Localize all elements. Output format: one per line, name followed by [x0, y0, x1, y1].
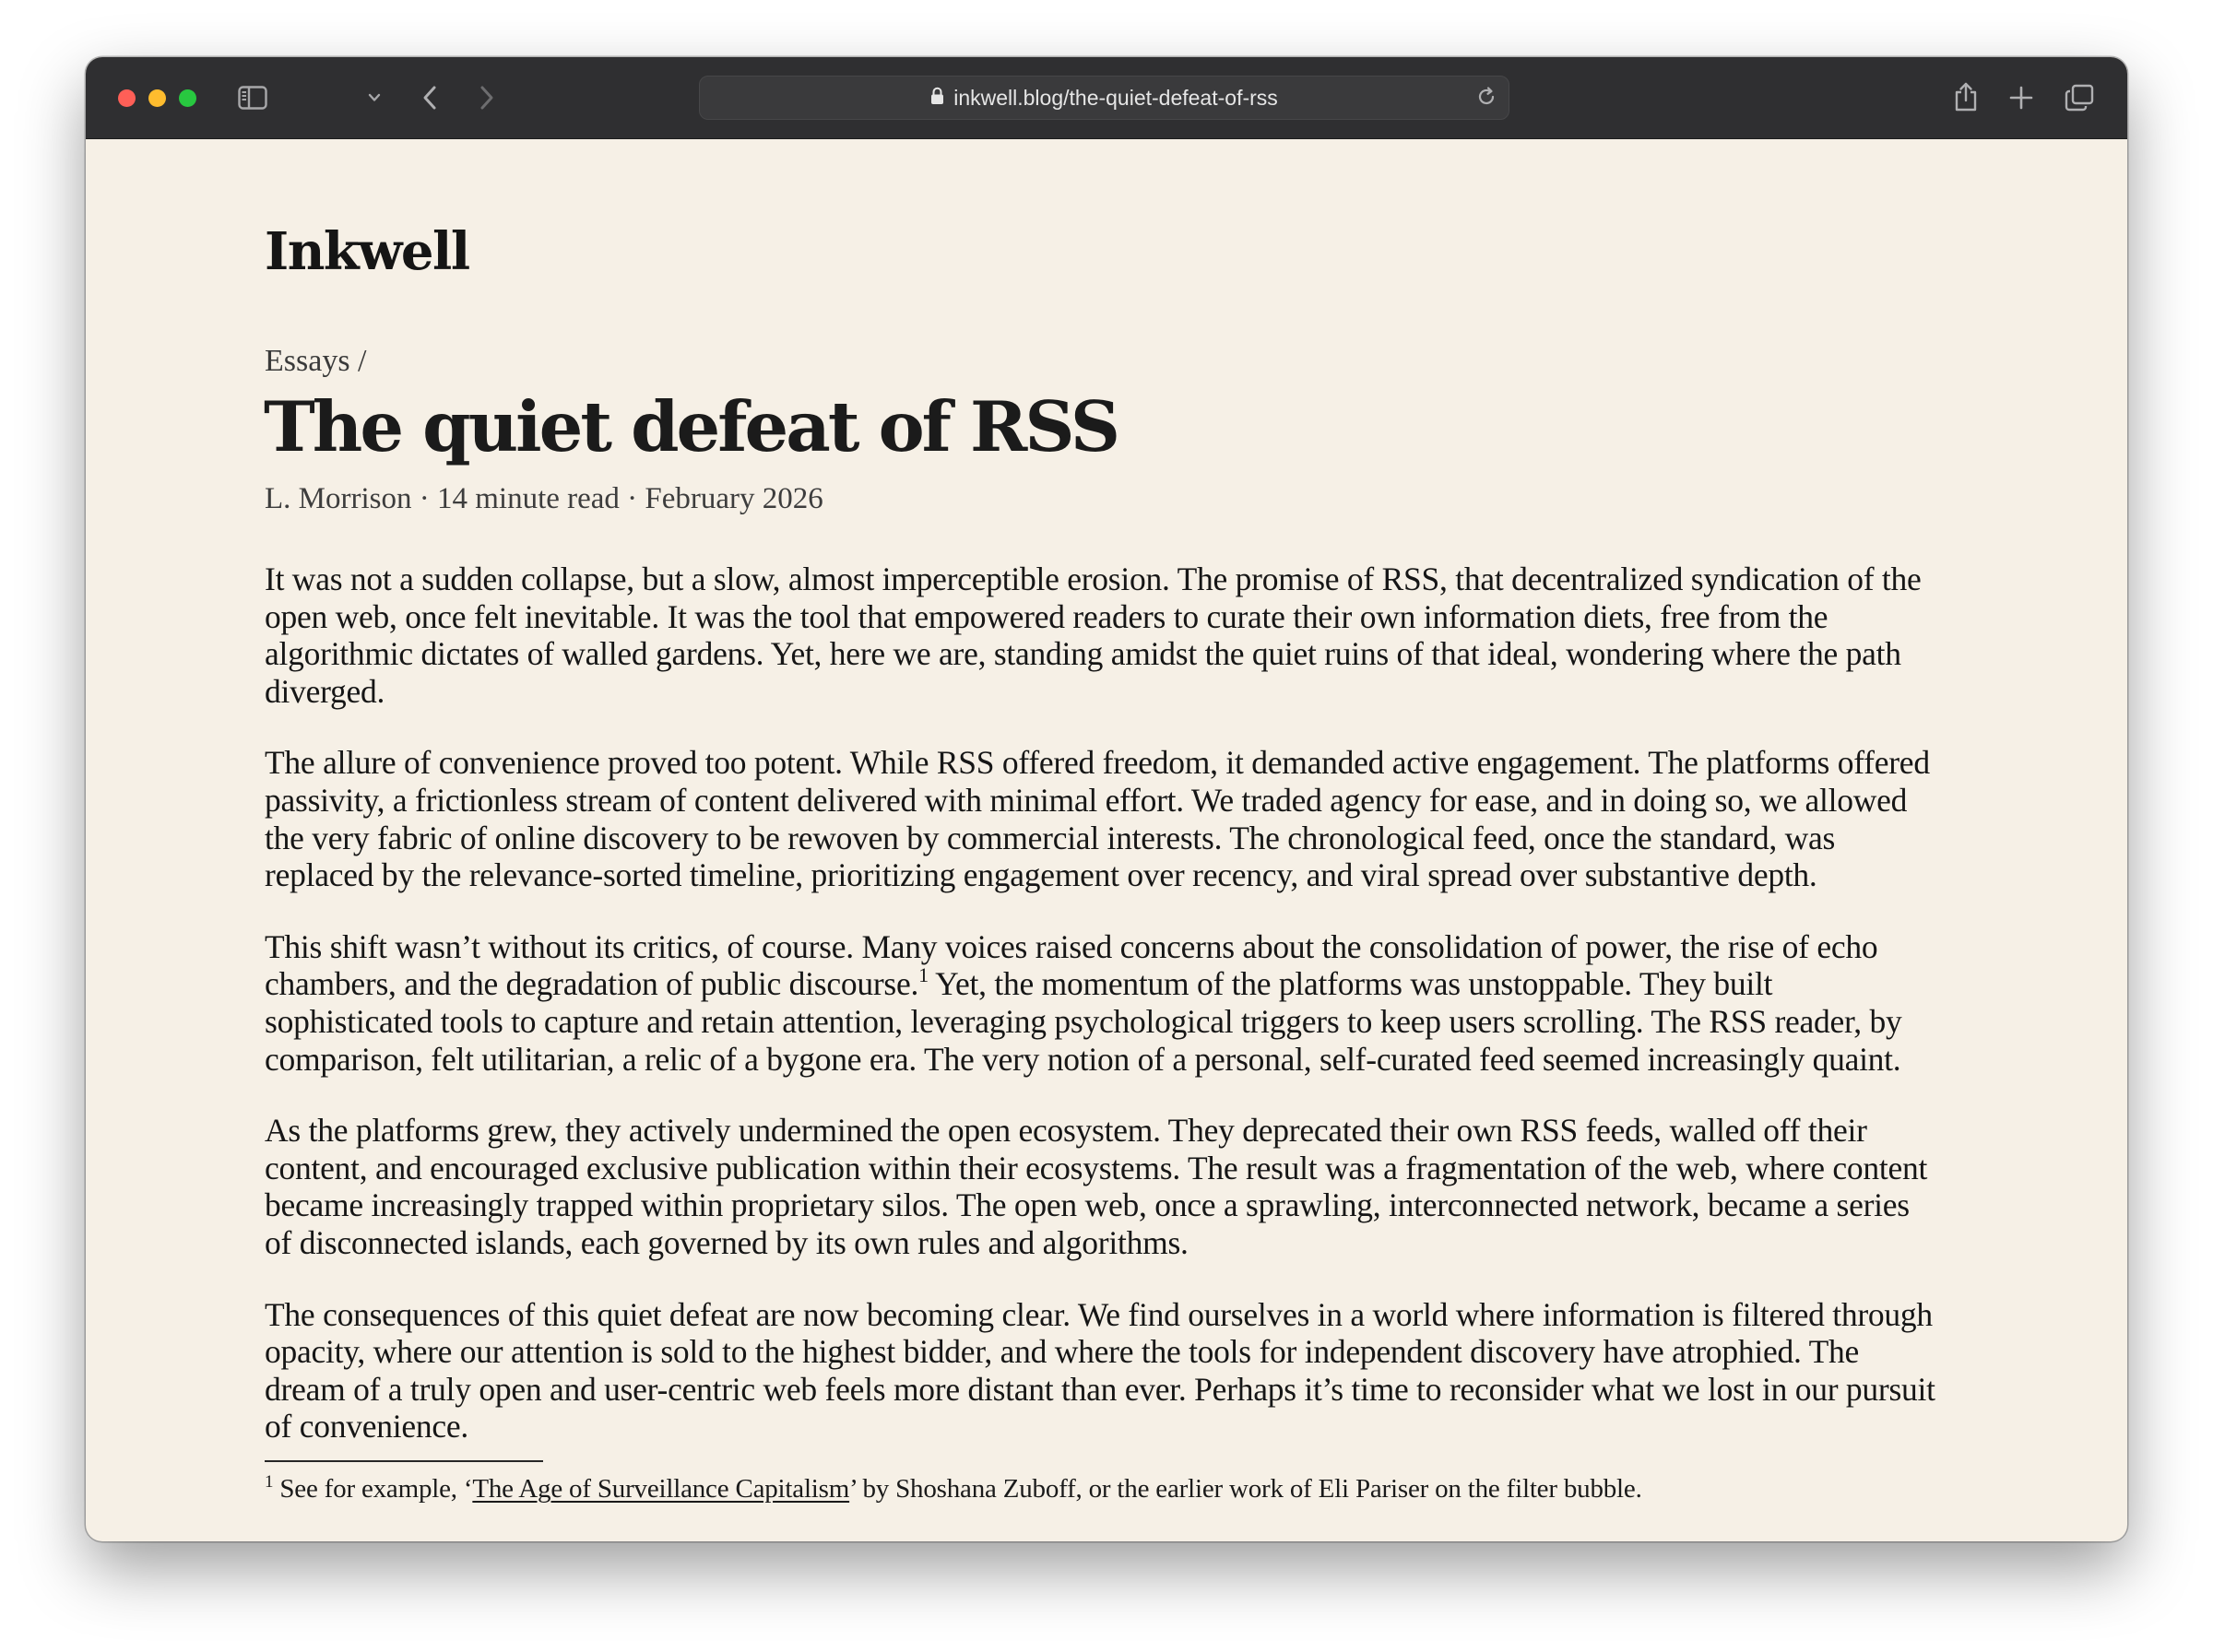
- article-paragraph: As the platforms grew, they actively undermined the open ecosystem. They deprecated their own RSS feeds, walled off their content, and encouraged exclusive publication within their ecosystems. The result was a fragmentation of the web, where content became increasingly trapped within proprietary silos. The open web, once a sprawling, interconnected network, became a series of disconnected islands, each governed by its own rules and algorithms.: [265, 1112, 1928, 1261]
- page-content: [86, 139, 2127, 1541]
- footnote-text: ’ by Shoshana Zuboff, or the earlier work of Eli Pariser on the filter bubble.: [849, 1474, 1642, 1504]
- footnote-divider: [265, 1460, 543, 1462]
- article-byline: L. Morrison · 14 minute read · February 2026: [265, 482, 823, 515]
- paragraph-text: Yet, the momentum of the platforms was unstoppable. They built sophisticated tools to capture and retain attention, leveraging psychological triggers to keep users scrolling. The RSS reader, by comparison, felt utilitarian, a relic of a bygone era. The very notion of a personal, self-curated feed seemed increasingly quaint.: [265, 965, 1902, 1078]
- share-icon[interactable]: [1952, 80, 1980, 113]
- lock-icon: [930, 86, 944, 111]
- plus-icon[interactable]: [2008, 85, 2034, 111]
- breadcrumb[interactable]: Essays /: [265, 344, 367, 378]
- article-title: The quiet defeat of RSS: [264, 386, 1118, 467]
- browser-toolbar: [86, 57, 2127, 139]
- chevron-left-icon: [422, 85, 439, 111]
- close-window-button[interactable]: [118, 89, 136, 107]
- article-paragraph: [265, 928, 1941, 1078]
- reload-icon[interactable]: [1475, 86, 1497, 112]
- forward-button[interactable]: [473, 83, 499, 112]
- minimize-window-button[interactable]: [148, 89, 166, 107]
- article-body: [265, 560, 1941, 1480]
- article-paragraph: The consequences of this quiet defeat are now becoming clear. We find ourselves in a world where information is filtered through opacity, where our attention is sold to the highest bidder, and where the tools for independent discovery have atrophied. The dream of a truly open and user-centric web feels more distant than ever. Perhaps it’s time to reconsider what we lost in our pursuit of convenience.: [265, 1295, 1935, 1446]
- chevron-down-icon[interactable]: [367, 90, 382, 105]
- footnote-reference[interactable]: 1: [918, 963, 929, 987]
- address-bar[interactable]: [699, 76, 1509, 120]
- chevron-right-icon: [478, 85, 494, 111]
- footnote: [265, 1472, 1642, 1505]
- tab-overview-icon[interactable]: [2064, 83, 2095, 112]
- paragraph-text: This shift wasn’t without its critics, of course. Many voices raised concerns about the consolidation of power, the rise of echo chambers, and the degradation of public discourse.: [265, 927, 1878, 1003]
- footnote-number: 1: [265, 1472, 274, 1492]
- article-paragraph: It was not a sudden collapse, but a slow, almost imperceptible erosion. The promise of RSS, that decentralized syndication of the open web, once felt inevitable. It was the tool that empowered readers to curate their own information diets, free from the algorithmic dictates of walled gardens. Yet, here we are, standing amidst the quiet ruins of that ideal, wondering where the path diverged.: [265, 560, 1922, 710]
- browser-window: [86, 57, 2127, 1541]
- footnote-text: See for example, ‘: [273, 1474, 473, 1504]
- zoom-window-button[interactable]: [179, 89, 196, 107]
- url-text: inkwell.blog/the-quiet-defeat-of-rss: [953, 85, 1278, 110]
- site-logo[interactable]: Inkwell: [265, 221, 469, 282]
- article-paragraph: The allure of convenience proved too potent. While RSS offered freedom, it demanded active engagement. The platforms offered passivity, a frictionless stream of content delivered with minimal effort. We traded agency for ease, and in doing so, we allowed the very fabric of online discovery to be rewoven by commercial interests. The chronological feed, once the standard, was replaced by the relevance-sorted timeline, prioritizing engagement over recency, and viral spread over substantive depth.: [265, 744, 1930, 894]
- sidebar-icon[interactable]: [237, 84, 268, 112]
- footnote-link[interactable]: The Age of Surveillance Capitalism: [472, 1474, 850, 1504]
- back-button[interactable]: [418, 83, 444, 112]
